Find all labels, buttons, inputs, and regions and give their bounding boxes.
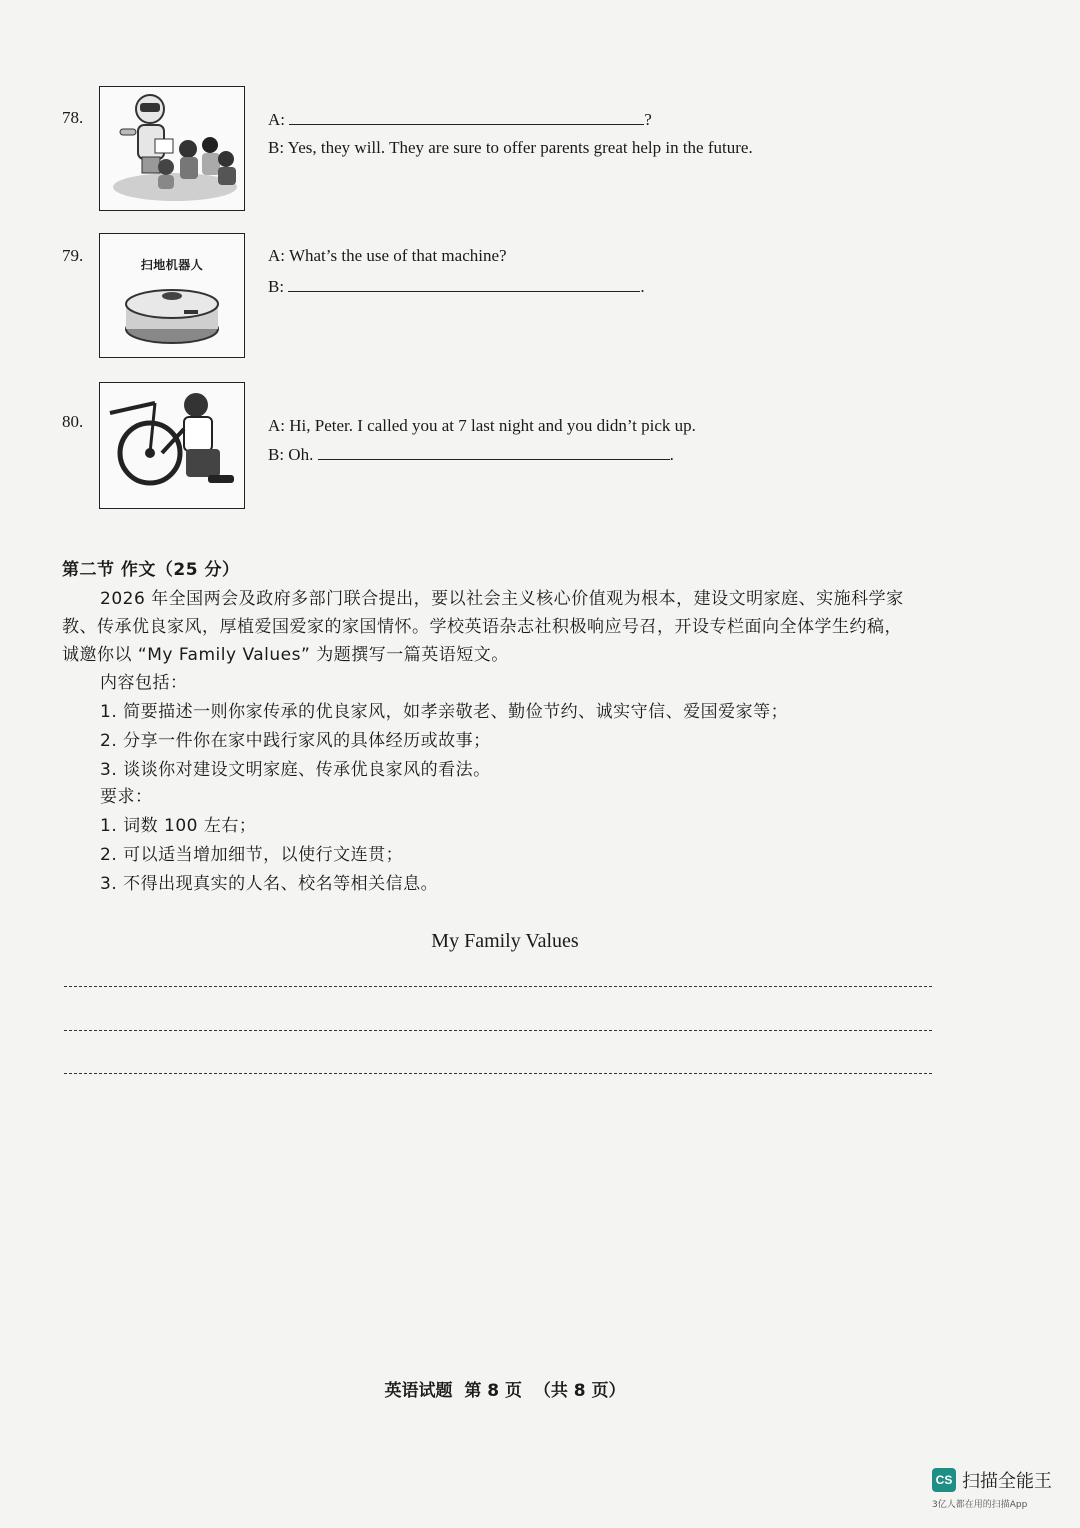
intro-line-2: 教、传承优良家风，厚植爱国爱家的家国情怀。学校英语杂志社积极响应号召，开设专栏面向全体学生约稿，: [62, 617, 902, 637]
writing-line-2[interactable]: [64, 1030, 932, 1031]
speaker-b-oh-label: B: Oh.: [268, 445, 314, 464]
boy-bicycle-image: [99, 382, 245, 509]
requirement-item-3: 3. 不得出现真实的人名、校名等相关信息。: [100, 874, 439, 894]
answer-blank-79[interactable]: [288, 275, 640, 292]
robot-vacuum-icon: [100, 274, 244, 354]
question-79-line-a: A: What’s the use of that machine?: [268, 246, 507, 265]
period: .: [669, 445, 674, 464]
page-footer: 英语试题 第 8 页 （共 8 页）: [384, 1381, 626, 1401]
speaker-a-label: A:: [268, 110, 285, 129]
watermark-subtitle: 3亿人都在用的扫描App: [932, 1500, 1028, 1510]
question-78-line-a: [268, 108, 652, 130]
camscanner-logo-icon: CS: [932, 1468, 956, 1492]
speaker-b-label: B:: [268, 277, 285, 296]
essay-title: My Family Values: [431, 930, 579, 952]
question-mark: ?: [644, 110, 652, 129]
requirements-label: 要求：: [100, 787, 153, 807]
question-80-line-a: A: Hi, Peter. I called you at 7 last night and you didn’t pick up.: [268, 416, 696, 435]
writing-line-3[interactable]: [64, 1073, 932, 1074]
watermark-title: 扫描全能王: [962, 1471, 1052, 1492]
content-item-2: 2. 分享一件你在家中践行家风的具体经历或故事；: [100, 731, 491, 751]
question-79-line-b: [268, 275, 645, 297]
intro-line-1: 2026 年全国两会及政府多部门联合提出，要以社会主义核心价值观为根本，建设文明家庭、实施科学家: [100, 589, 904, 609]
question-80-number: 80.: [62, 412, 84, 431]
writing-section-title: 第二节 作文（25 分）: [62, 560, 240, 580]
robot-children-icon: [100, 87, 244, 210]
question-78-line-b: B: Yes, they will. They are sure to offer parents great help in the future.: [268, 138, 753, 157]
question-78-number: 78.: [62, 108, 84, 127]
question-79-number: 79.: [62, 246, 84, 265]
sweeping-robot-image: [99, 233, 245, 358]
period: .: [640, 277, 645, 296]
requirement-item-1: 1. 词数 100 左右；: [100, 816, 257, 836]
content-item-1: 1. 简要描述一则你家传承的优良家风，如孝亲敬老、勤俭节约、诚实守信、爱国爱家等；: [100, 702, 789, 722]
intro-line-3: 诚邀你以 “My Family Values” 为题撰写一篇英语短文。: [62, 645, 509, 665]
robot-reading-image: [99, 86, 245, 211]
content-label: 内容包括：: [100, 673, 188, 693]
requirement-item-2: 2. 可以适当增加细节，以使行文连贯；: [100, 845, 404, 865]
answer-blank-78[interactable]: [289, 108, 644, 125]
sweeping-robot-label: 扫地机器人: [140, 258, 204, 272]
writing-line-1[interactable]: [64, 986, 932, 987]
question-80-line-b: [268, 443, 674, 465]
bicycle-repair-icon: [100, 383, 244, 508]
answer-blank-80[interactable]: [318, 443, 670, 460]
scanner-watermark: [932, 1467, 1052, 1493]
content-item-3: 3. 谈谈你对建设文明家庭、传承优良家风的看法。: [100, 760, 491, 780]
